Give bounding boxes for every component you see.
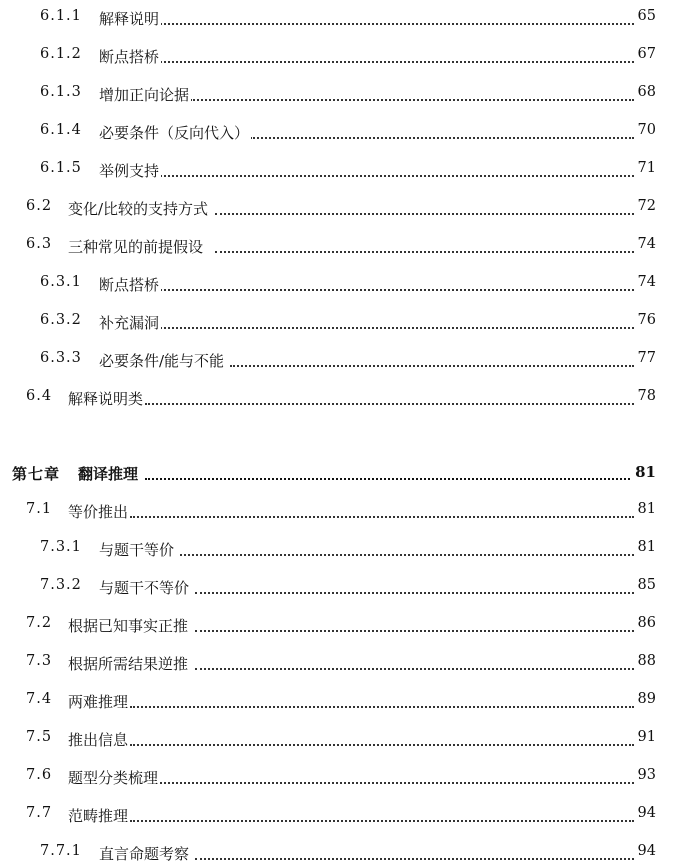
dot-leader [130,688,634,708]
dot-leader [160,157,634,177]
entry-number: 6.3.1 [40,274,82,290]
toc-entry-6-3[interactable] [0,233,676,255]
entry-title: 直言命题考察 [99,845,190,863]
dot-leader [145,385,634,405]
dot-leader [230,347,634,367]
toc-entry-7-6[interactable] [0,764,676,786]
entry-number: 7.3.1 [40,539,82,555]
chapter-title: 翻译推理 [78,465,139,483]
entry-page-number: 93 [635,767,656,783]
entry-number: 7.5 [26,729,53,745]
entry-title: 题型分类梳理 [68,769,159,787]
toc-entry-7-3-1[interactable] [0,536,676,558]
dot-leader [215,233,634,253]
toc-entry-6-1-5[interactable] [0,157,676,179]
entry-page-number: 91 [635,729,656,745]
toc-entry-7-1[interactable] [0,498,676,520]
entry-number: 6.3.2 [40,312,82,328]
dot-leader [145,460,634,480]
dot-leader [130,726,634,746]
entry-page-number: 81 [635,501,656,517]
entry-title: 必要条件（反向代入） [99,124,250,142]
entry-page-number: 94 [635,805,656,821]
entry-page-number: 74 [635,236,656,252]
entry-number: 7.7 [26,805,53,821]
dot-leader [215,195,634,215]
toc-entry-chapter-7[interactable] [0,460,676,482]
entry-title: 解释说明类 [68,390,144,408]
entry-page-number: 70 [635,122,656,138]
toc-entry-7-3-2[interactable] [0,574,676,596]
entry-number: 7.3.2 [40,577,82,593]
entry-title: 根据已知事实正推 [68,617,189,635]
toc-entry-6-1-4[interactable] [0,119,676,141]
entry-title: 与题干等价 [99,541,175,559]
entry-number: 6.3 [26,236,53,252]
entry-number: 6.1.5 [40,160,82,176]
dot-leader [195,574,634,594]
toc-entry-6-1-2[interactable] [0,43,676,65]
toc-entry-7-4[interactable] [0,688,676,710]
entry-title: 等价推出 [68,503,129,521]
entry-number: 6.4 [26,388,53,404]
entry-title: 三种常见的前提假设 [68,238,204,256]
entry-page-number: 89 [635,691,656,707]
entry-title: 范畴推理 [68,807,129,825]
dot-leader [160,271,634,291]
entry-number: 6.1.1 [40,8,82,24]
toc-entry-6-4[interactable] [0,385,676,407]
entry-page-number: 94 [635,843,656,859]
entry-page-number: 68 [635,84,656,100]
entry-title: 两难推理 [68,693,129,711]
entry-page-number: 67 [635,46,656,62]
toc-entry-6-3-1[interactable] [0,271,676,293]
entry-number: 6.3.3 [40,350,82,366]
entry-page-number: 71 [635,160,656,176]
toc-entry-6-2[interactable] [0,195,676,217]
entry-number: 6.1.3 [40,84,82,100]
entry-page-number: 76 [635,312,656,328]
dot-leader [250,119,634,139]
dot-leader [195,612,634,632]
entry-page-number: 85 [635,577,656,593]
toc-entry-6-1-1[interactable] [0,5,676,27]
dot-leader [180,536,634,556]
toc-entry-6-3-3[interactable] [0,347,676,369]
entry-title: 推出信息 [68,731,129,749]
entry-page-number: 65 [635,8,656,24]
entry-page-number: 86 [635,615,656,631]
entry-title: 断点搭桥 [99,276,160,294]
dot-leader [160,309,634,329]
entry-number: 6.2 [26,198,53,214]
entry-page-number: 72 [635,198,656,214]
entry-number: 7.7.1 [40,843,82,859]
chapter-number: 第七章 [12,465,61,483]
entry-title: 补充漏洞 [99,314,160,332]
entry-page-number: 88 [635,653,656,669]
entry-title: 增加正向论据 [99,86,190,104]
dot-leader [195,650,634,670]
entry-number: 7.2 [26,615,53,631]
entry-number: 6.1.2 [40,46,82,62]
toc-entry-7-5[interactable] [0,726,676,748]
toc-entry-6-3-2[interactable] [0,309,676,331]
dot-leader [190,81,634,101]
entry-title: 必要条件/能与不能 [99,352,225,370]
entry-number: 7.6 [26,767,53,783]
entry-page-number: 74 [635,274,656,290]
toc-entry-7-7-1[interactable] [0,840,676,862]
entry-title: 根据所需结果逆推 [68,655,189,673]
dot-leader [130,498,634,518]
entry-number: 6.1.4 [40,122,82,138]
dot-leader [130,802,634,822]
toc-entry-7-7[interactable] [0,802,676,824]
entry-number: 7.4 [26,691,53,707]
entry-page-number: 81 [635,539,656,555]
entry-title: 与题干不等价 [99,579,190,597]
entry-page-number: 78 [635,388,656,404]
entry-page-number: 77 [635,350,656,366]
toc-entry-7-3[interactable] [0,650,676,672]
entry-title: 变化/比较的支持方式 [68,200,209,218]
entry-title: 解释说明 [99,10,160,28]
entry-number: 7.1 [26,501,53,517]
toc-entry-6-1-3[interactable] [0,81,676,103]
dot-leader [160,5,634,25]
dot-leader [195,840,634,860]
entry-number: 7.3 [26,653,53,669]
dot-leader [160,43,634,63]
entry-page-number: 81 [632,463,656,481]
dot-leader [160,764,634,784]
toc-entry-7-2[interactable] [0,612,676,634]
entry-title: 断点搭桥 [99,48,160,66]
entry-title: 举例支持 [99,162,160,180]
